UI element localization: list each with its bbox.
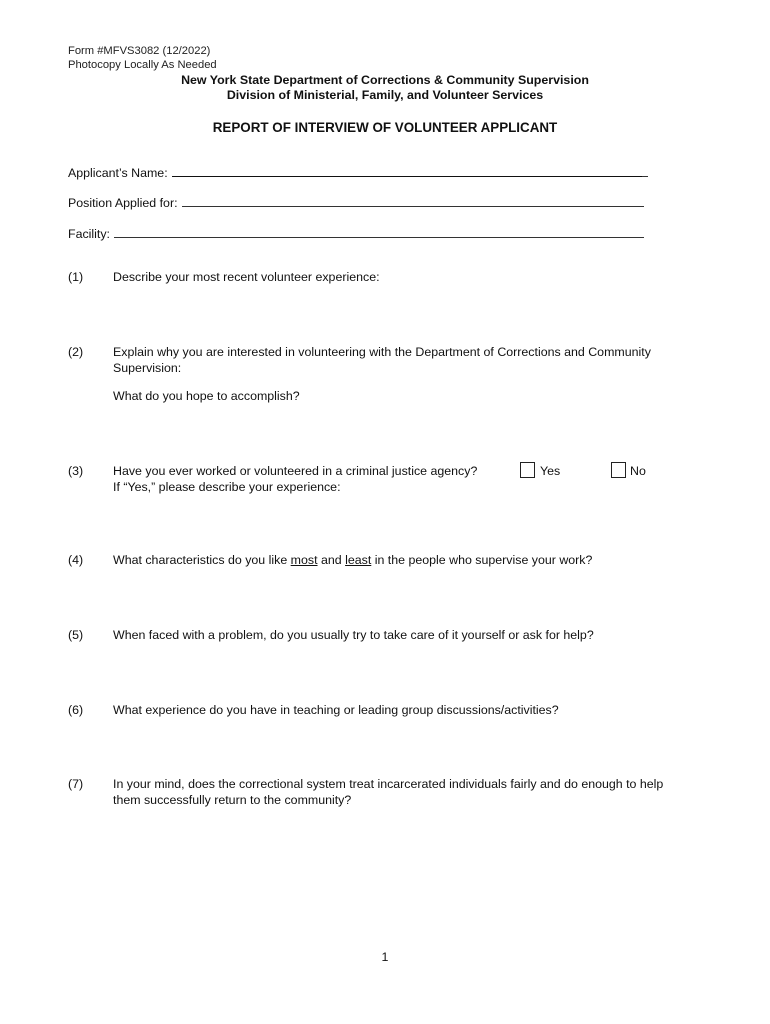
question-3-line-2: If “Yes,” please describe your experience: (113, 479, 341, 494)
question-7-text (113, 777, 663, 808)
page-number: 1 (381, 950, 389, 964)
question-4-least: least (345, 553, 372, 567)
question-1-text: Describe your most recent volunteer experience: (113, 270, 380, 284)
page-title: REPORT OF INTERVIEW OF VOLUNTEER APPLICANT (212, 120, 558, 135)
question-7-number: (7) (68, 777, 84, 791)
question-6-number: (6) (68, 703, 84, 717)
question-6-text: What experience do you have in teaching or leading group discussions/activities? (113, 703, 559, 717)
question-5-text: When faced with a problem, do you usually try to take care of it yourself or ask for help? (113, 628, 594, 642)
question-4-part-1: What characteristics do you like (113, 553, 291, 567)
question-2-text (113, 345, 651, 376)
question-4-part-3: in the people who supervise your work? (371, 553, 593, 567)
question-4-text (113, 553, 592, 569)
facility-field (68, 227, 644, 241)
facility-line[interactable] (114, 227, 644, 238)
applicant-name-field (68, 166, 648, 180)
question-2-followup: What do you hope to accomplish? (113, 389, 300, 403)
question-5-number: (5) (68, 628, 84, 642)
facility-label: Facility: (68, 227, 110, 241)
question-1-number: (1) (68, 270, 84, 284)
position-field (68, 196, 644, 210)
yes-label: Yes (540, 464, 561, 478)
question-3-number: (3) (68, 464, 84, 478)
applicant-name-label: Applicant’s Name: (68, 166, 168, 180)
applicant-name-line-tail (642, 166, 648, 177)
yes-checkbox[interactable] (520, 462, 535, 478)
question-3-line-1: Have you ever worked or volunteered in a criminal justice agency? (113, 464, 478, 478)
form-number: Form #MFVS3082 (12/2022) (68, 45, 211, 57)
copy-note: Photocopy Locally As Needed (68, 59, 217, 71)
no-checkbox[interactable] (611, 462, 626, 478)
agency-name: New York State Department of Corrections & Community Supervision (181, 73, 589, 87)
question-2-line-1: Explain why you are interested in volunteering with the Department of Corrections and Community (113, 345, 651, 359)
question-4-part-2: and (317, 553, 346, 567)
question-3-text (113, 464, 477, 495)
position-label: Position Applied for: (68, 196, 178, 210)
question-4-most: most (290, 553, 318, 567)
position-line[interactable] (182, 196, 644, 207)
question-4-number: (4) (68, 553, 84, 567)
applicant-name-line[interactable] (172, 166, 642, 177)
question-7-line-1: In your mind, does the correctional system treat incarcerated individuals fairly and do enough to help (113, 777, 664, 791)
question-2-line-2: Supervision: (113, 360, 182, 375)
division-name: Division of Ministerial, Family, and Volunteer Services (226, 88, 544, 102)
question-2-number: (2) (68, 345, 84, 359)
question-7-line-2: them successfully return to the community? (113, 792, 352, 807)
no-label: No (630, 464, 646, 478)
